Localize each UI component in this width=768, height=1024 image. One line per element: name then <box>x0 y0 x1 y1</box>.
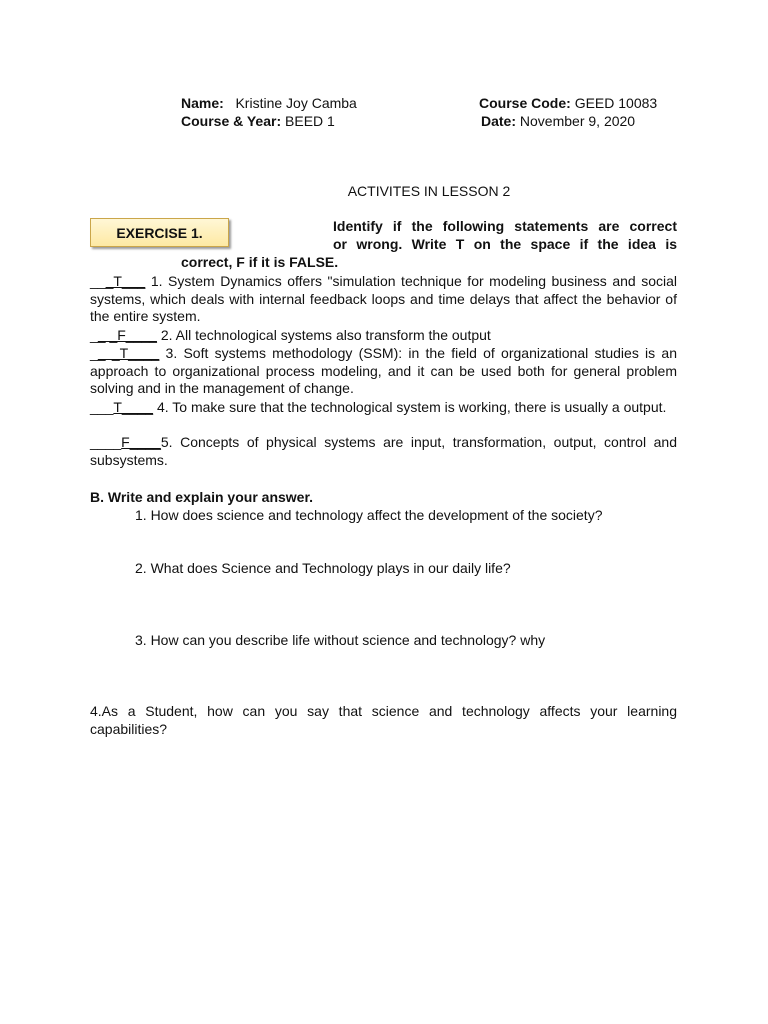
page-title: ACTIVITES IN LESSON 2 <box>347 183 511 199</box>
instruction-line-1: Identify if the following statements are correct <box>333 218 677 234</box>
exercise-label-box: EXERCISE 1. <box>90 218 229 247</box>
question-1: 1. How does science and technology affect the development of the society? <box>135 507 603 523</box>
item-3-answer: _ _T____ <box>97 345 160 361</box>
item-1-prefix: __ <box>90 273 106 289</box>
instruction-line-2: or wrong. Write T on the space if the idea is <box>333 236 677 252</box>
item-3-text: 3. Soft systems methodology (SSM): in the field of organizational studies is an approach to organizational process modeling, and it can be used both for general problem solving and in the management of change. <box>90 345 677 397</box>
item-5-answer: F____ <box>121 434 161 450</box>
date-value: November 9, 2020 <box>519 113 636 129</box>
item-3 <box>90 345 677 398</box>
section-b-heading: B. Write and explain your answer. <box>90 489 314 505</box>
course-code-value: GEED 10083 <box>574 95 658 111</box>
name-value: Kristine Joy Camba <box>235 95 357 111</box>
course-year-label: Course & Year: <box>181 113 282 129</box>
item-5-prefix: ____ <box>90 434 122 450</box>
instruction-line-3: correct, F if it is FALSE. <box>181 254 339 270</box>
course-code-line <box>479 94 657 112</box>
course-year-line <box>181 112 335 130</box>
item-4-prefix: ___ <box>90 399 114 415</box>
item-3-prefix: _ <box>90 345 98 361</box>
item-2-text: 2. All technological systems also transform the output <box>156 327 491 343</box>
question-3: 3. How can you describe life without science and technology? why <box>135 632 546 648</box>
course-year-value: BEED 1 <box>285 113 335 129</box>
item-5-text: 5. Concepts of physical systems are input, transformation, output, control and subsystems. <box>90 434 677 468</box>
course-code-label: Course Code: <box>479 95 571 111</box>
item-4 <box>90 399 677 417</box>
name-line <box>181 94 357 112</box>
name-label: Name: <box>181 95 224 111</box>
item-4-answer: T____ <box>113 399 154 415</box>
question-2: 2. What does Science and Technology plays in our daily life? <box>135 560 511 576</box>
item-2-answer: _ _F____ <box>97 327 157 343</box>
date-label: Date: <box>481 113 517 129</box>
item-2 <box>90 327 677 345</box>
item-1 <box>90 273 677 326</box>
item-4-text: 4. To make sure that the technological system is working, there is usually a output. <box>153 399 667 415</box>
item-1-answer: _T___ <box>105 273 146 289</box>
item-2-prefix: _ <box>90 327 98 343</box>
question-4: 4.As a Student, how can you say that science and technology affects your learning capabilities? <box>90 703 677 737</box>
item-5 <box>90 434 677 469</box>
item-1-text: 1. System Dynamics offers "simulation technique for modeling business and social systems, which deals with internal feedback loops and time delays that affect the behavior of the entire system. <box>90 273 677 325</box>
date-line <box>481 112 635 130</box>
